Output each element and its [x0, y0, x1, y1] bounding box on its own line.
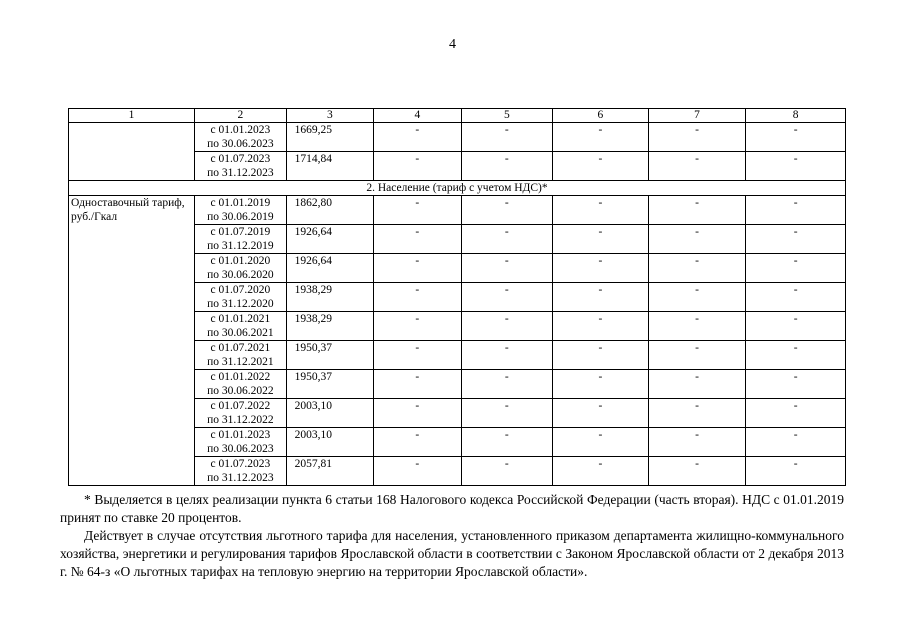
- footnote-vat: * Выделяется в целях реализации пункта 6 статьи 168 Налогового кодекса Российской Федерации (часть вторая). НДС с 01.01.2019 принят по ставке 20 процентов.: [60, 492, 844, 525]
- empty-value-dash: -: [648, 123, 746, 152]
- empty-value-dash: -: [746, 370, 846, 399]
- column-number-2: 2: [195, 109, 287, 123]
- empty-value-dash: -: [553, 254, 649, 283]
- column-number-5: 5: [461, 109, 553, 123]
- period-from: с 01.07.2019: [210, 226, 271, 238]
- empty-value-dash: -: [374, 370, 461, 399]
- period-from: с 01.01.2023: [210, 429, 271, 441]
- period-to: по 31.12.2023: [207, 472, 274, 484]
- period-from: с 01.01.2019: [210, 197, 271, 209]
- column-number-7: 7: [648, 109, 746, 123]
- empty-value-dash: -: [374, 196, 461, 225]
- empty-value-dash: -: [648, 399, 746, 428]
- period-from: с 01.07.2022: [210, 400, 271, 412]
- empty-value-dash: -: [553, 312, 649, 341]
- empty-value-dash: -: [648, 341, 746, 370]
- table-row: [69, 123, 846, 152]
- tariff-value: 1938,29: [286, 283, 373, 312]
- tariff-value: 1926,64: [286, 225, 373, 254]
- empty-value-dash: -: [461, 283, 553, 312]
- empty-value-dash: -: [461, 152, 553, 181]
- empty-value-dash: -: [648, 370, 746, 399]
- section-title: 2. Население (тариф с учетом НДС)*: [69, 181, 846, 196]
- period-cell: [195, 428, 287, 457]
- page-number: 4: [449, 37, 456, 52]
- empty-value-dash: -: [746, 341, 846, 370]
- empty-value-dash: -: [746, 312, 846, 341]
- empty-value-dash: -: [461, 370, 553, 399]
- period-cell: [195, 283, 287, 312]
- empty-value-dash: -: [374, 428, 461, 457]
- tariff-value: 1714,84: [286, 152, 373, 181]
- period-from: с 01.07.2021: [210, 342, 271, 354]
- period-cell: [195, 196, 287, 225]
- footnote-preferential-tariff: Действует в случае отсутствия льготного тарифа для населения, установленного приказом департамента жилищно-коммунального хозяйства, энергетики и регулирования тарифов Ярославской области в соответствии с Законом Ярославской области от 2 декабря 2013 г. № 64-з «О льготных тарифах на тепловую энергию на территории Ярославской области».: [60, 528, 844, 579]
- tariff-value: 2003,10: [286, 399, 373, 428]
- table-row: [69, 196, 846, 225]
- tariff-value: 2057,81: [286, 457, 373, 486]
- empty-value-dash: -: [553, 196, 649, 225]
- column-number-1: 1: [69, 109, 195, 123]
- empty-value-dash: -: [746, 196, 846, 225]
- period-from: с 01.07.2023: [210, 153, 271, 165]
- empty-value-dash: -: [648, 457, 746, 486]
- tariff-value: 1938,29: [286, 312, 373, 341]
- empty-value-dash: -: [461, 428, 553, 457]
- column-number-3: 3: [286, 109, 373, 123]
- period-to: по 31.12.2021: [207, 356, 274, 368]
- empty-value-dash: -: [553, 399, 649, 428]
- empty-value-dash: -: [461, 341, 553, 370]
- period-cell: [195, 399, 287, 428]
- table-header-row: [69, 109, 846, 123]
- empty-value-dash: -: [374, 152, 461, 181]
- empty-value-dash: -: [553, 341, 649, 370]
- tariff-value: 1950,37: [286, 341, 373, 370]
- period-from: с 01.07.2023: [210, 458, 271, 470]
- period-from: с 01.01.2022: [210, 371, 271, 383]
- tariff-value: 1926,64: [286, 254, 373, 283]
- period-from: с 01.01.2020: [210, 255, 271, 267]
- empty-value-dash: -: [648, 152, 746, 181]
- empty-value-dash: -: [461, 225, 553, 254]
- period-to: по 30.06.2023: [207, 138, 274, 150]
- empty-value-dash: -: [553, 283, 649, 312]
- period-to: по 30.06.2023: [207, 443, 274, 455]
- period-to: по 31.12.2023: [207, 167, 274, 179]
- tariff-value: 1669,25: [286, 123, 373, 152]
- period-cell: [195, 152, 287, 181]
- empty-value-dash: -: [746, 283, 846, 312]
- tariff-label-cell: Одноставочный тариф, руб./Гкал: [69, 196, 195, 486]
- tariff-table: [68, 108, 846, 486]
- period-cell: [195, 457, 287, 486]
- column-number-4: 4: [374, 109, 461, 123]
- period-cell: [195, 123, 287, 152]
- empty-value-dash: -: [553, 152, 649, 181]
- empty-value-dash: -: [746, 399, 846, 428]
- empty-value-dash: -: [461, 196, 553, 225]
- period-cell: [195, 225, 287, 254]
- empty-value-dash: -: [374, 341, 461, 370]
- empty-value-dash: -: [746, 254, 846, 283]
- empty-value-dash: -: [461, 312, 553, 341]
- period-from: с 01.07.2020: [210, 284, 271, 296]
- empty-value-dash: -: [461, 123, 553, 152]
- period-to: по 31.12.2022: [207, 414, 274, 426]
- period-to: по 30.06.2022: [207, 385, 274, 397]
- empty-value-dash: -: [374, 457, 461, 486]
- empty-value-dash: -: [374, 254, 461, 283]
- empty-value-dash: -: [374, 123, 461, 152]
- tariff-value: 1950,37: [286, 370, 373, 399]
- tariff-value: 1862,80: [286, 196, 373, 225]
- empty-value-dash: -: [648, 196, 746, 225]
- column-number-6: 6: [553, 109, 649, 123]
- period-to: по 31.12.2020: [207, 298, 274, 310]
- empty-value-dash: -: [553, 428, 649, 457]
- empty-value-dash: -: [648, 312, 746, 341]
- footnotes: [60, 491, 844, 581]
- period-cell: [195, 341, 287, 370]
- period-cell: [195, 254, 287, 283]
- empty-value-dash: -: [746, 152, 846, 181]
- period-cell: [195, 312, 287, 341]
- empty-value-dash: -: [374, 225, 461, 254]
- empty-value-dash: -: [374, 312, 461, 341]
- period-to: по 30.06.2019: [207, 211, 274, 223]
- empty-value-dash: -: [461, 457, 553, 486]
- empty-value-dash: -: [746, 123, 846, 152]
- period-from: с 01.01.2023: [210, 124, 271, 136]
- period-to: по 31.12.2019: [207, 240, 274, 252]
- empty-value-dash: -: [648, 225, 746, 254]
- empty-value-dash: -: [461, 254, 553, 283]
- empty-value-dash: -: [553, 370, 649, 399]
- empty-value-dash: -: [648, 283, 746, 312]
- tariff-value: 2003,10: [286, 428, 373, 457]
- column-number-8: 8: [746, 109, 846, 123]
- period-from: с 01.01.2021: [210, 313, 271, 325]
- empty-value-dash: -: [553, 123, 649, 152]
- empty-value-dash: -: [553, 225, 649, 254]
- empty-value-dash: -: [553, 457, 649, 486]
- empty-value-dash: -: [648, 254, 746, 283]
- tariff-label-cell: [69, 123, 195, 181]
- empty-value-dash: -: [746, 457, 846, 486]
- empty-value-dash: -: [374, 283, 461, 312]
- section-row: [69, 181, 846, 196]
- empty-value-dash: -: [374, 399, 461, 428]
- empty-value-dash: -: [648, 428, 746, 457]
- period-cell: [195, 370, 287, 399]
- period-to: по 30.06.2021: [207, 327, 274, 339]
- empty-value-dash: -: [461, 399, 553, 428]
- empty-value-dash: -: [746, 225, 846, 254]
- period-to: по 30.06.2020: [207, 269, 274, 281]
- empty-value-dash: -: [746, 428, 846, 457]
